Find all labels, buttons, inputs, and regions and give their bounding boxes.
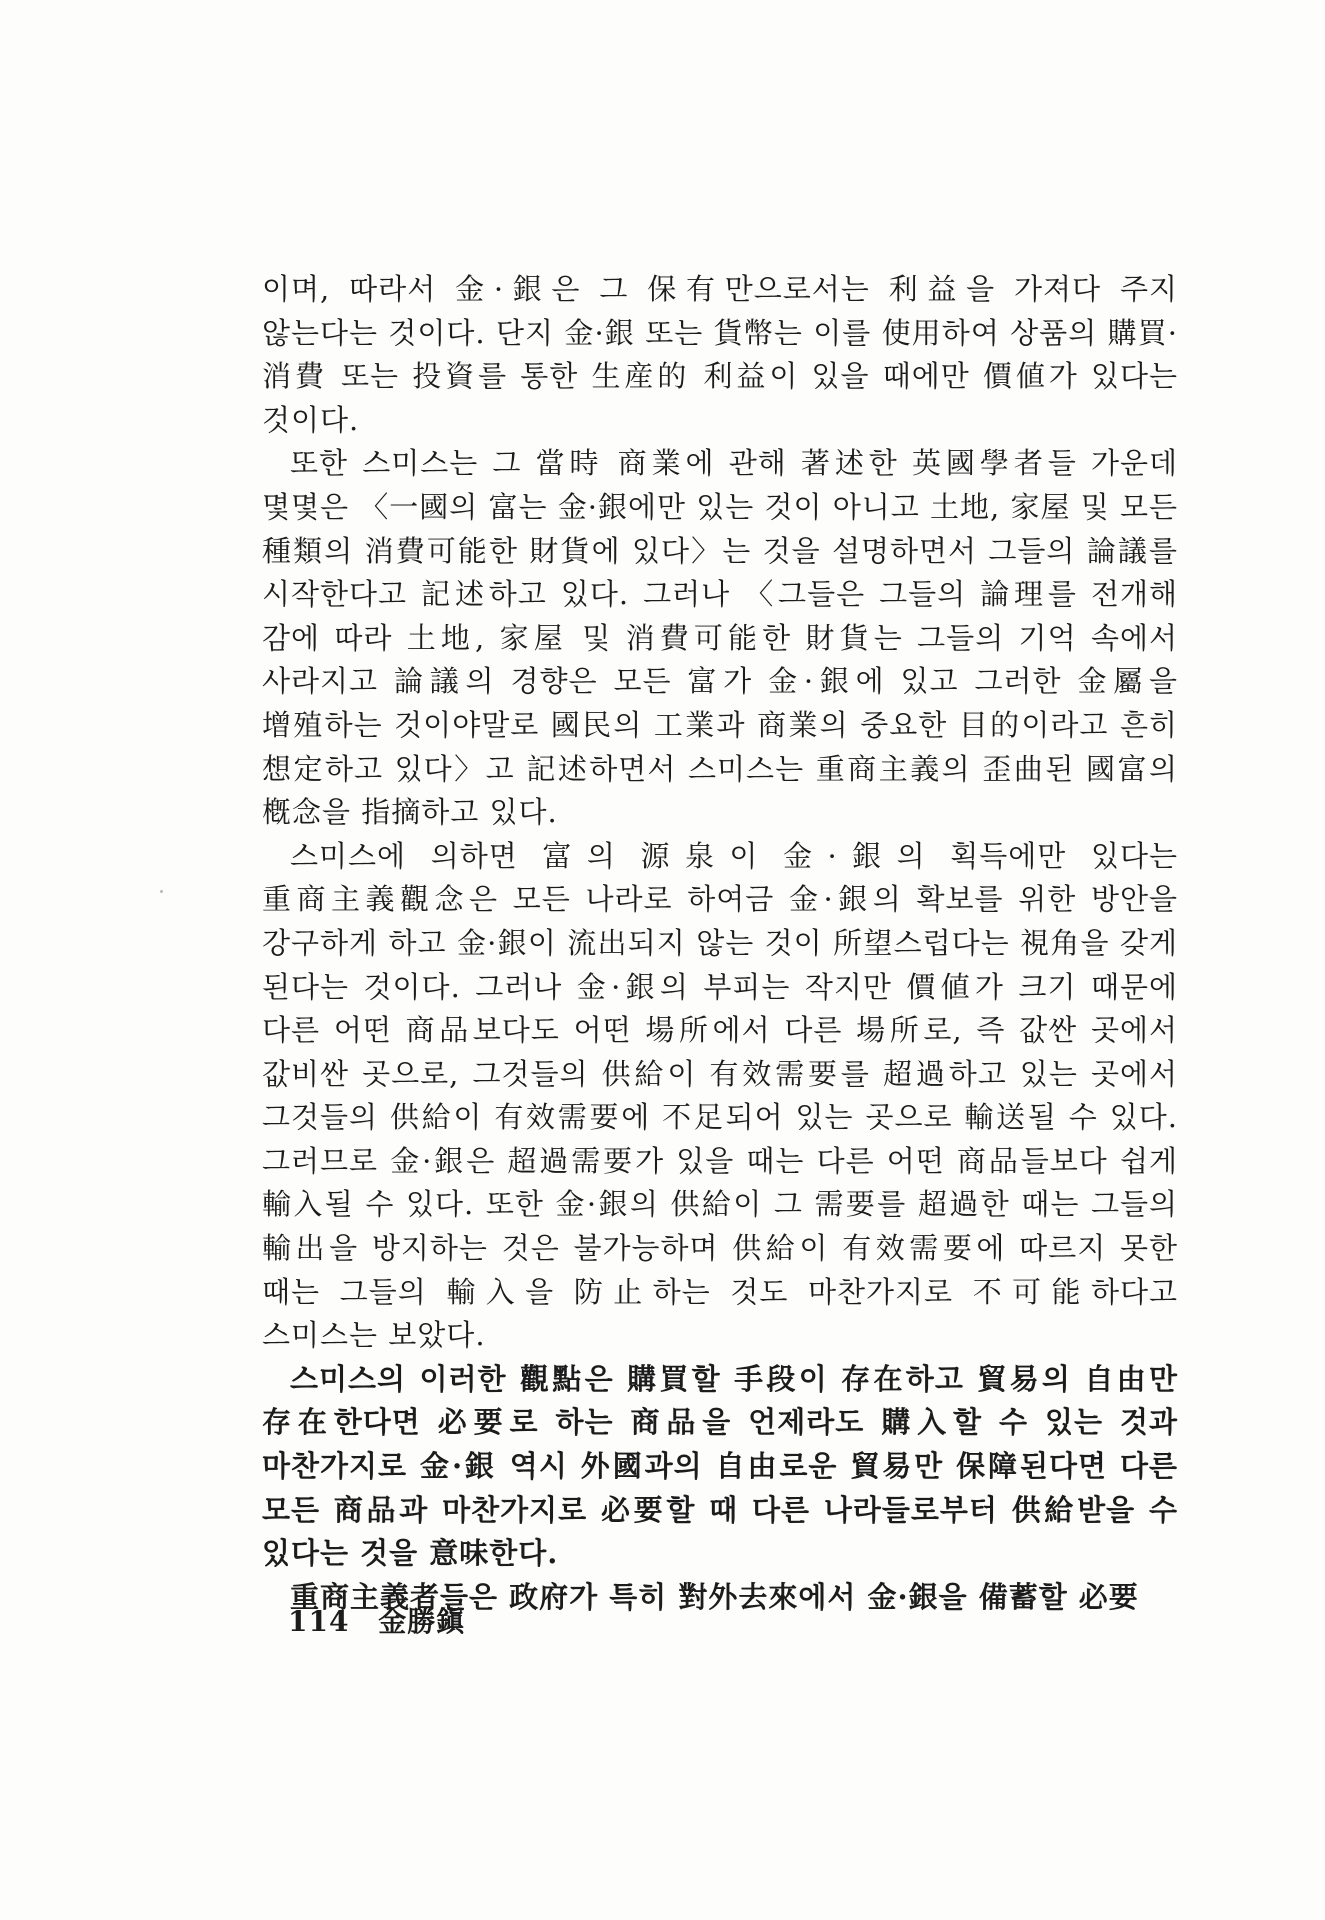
scan-speck	[160, 890, 163, 893]
paragraph: 스미스의 이러한 觀點은 購買할 手段이 存在하고 貿易의 自由만 存在한다면 必要로 하는 商品을 언제라도 購入할 수 있는 것과 마찬가지로 金·銀 역시 外國과의 自由로운 貿易만 保障된다면 다른 모든 商品과 마찬가지로 必要할 때 다른 나라들로부터 供給받을 수 있다는 것을 意味한다.	[262, 1361, 1178, 1571]
running-footer-author: 金勝鎭	[378, 1605, 466, 1638]
body-text	[262, 268, 1178, 1619]
paragraph: 또한 스미스는 그 當時 商業에 관해 著述한 英國學者들 가운데 몇몇은 〈一國의 富는 金·銀에만 있는 것이 아니고 土地, 家屋 및 모든 種類의 消費可能한 財貨에 있다〉는 것을 설명하면서 그들의 論議를 시작한다고 記述하고 있다. 그러나 〈그들은 그들의 論理를 전개해 감에 따라 土地, 家屋 및 消費可能한 財貨는 그들의 기억 속에서 사라지고 論議의 경향은 모든 富가 金·銀에 있고 그러한 金屬을 增殖하는 것이야말로 國民의 工業과 商業의 중요한 目的이라고 흔히 想定하고 있다〉고 記述하면서 스미스는 重商主義의 歪曲된 國富의 槪念을 指摘하고 있다.	[262, 446, 1178, 830]
paragraph: 스미스에 의하면 富의 源泉이 金·銀의 획득에만 있다는 重商主義觀念은 모든 나라로 하여금 金·銀의 확보를 위한 방안을 강구하게 하고 金·銀이 流出되지 않는 것이 所望스럽다는 視角을 갖게 된다는 것이다. 그러나 金·銀의 부피는 작지만 價値가 크기 때문에 다른 어떤 商品보다도 어떤 場所에서 다른 場所로, 즉 값싼 곳에서 값비싼 곳으로, 그것들의 供給이 有效需要를 超過하고 있는 곳에서 그것들의 供給이 有效需要에 不足되어 있는 곳으로 輸送될 수 있다. 그러므로 金·銀은 超過需要가 있을 때는 다른 어떤 商品들보다 쉽게 輸入될 수 있다. 또한 金·銀의 供給이 그 需要를 超過한 때는 그들의 輸出을 방지하는 것은 불가능하며 供給이 有效需要에 따르지 못한 때는 그들의 輸入을 防止하는 것도 마찬가지로 不可能하다고 스미스는 보았다.	[262, 838, 1178, 1353]
paragraph-continued: 이며, 따라서 金·銀은 그 保有만으로서는 利益을 가져다 주지 않는다는 것이다. 단지 金·銀 또는 貨幣는 이를 使用하여 상품의 購買·消費 또는 投資를 통한 生産的 利益이 있을 때에만 價値가 있다는 것이다.	[262, 272, 1178, 437]
paragraph: 重商主義者들은 政府가 특히 對外去來에서 金·銀을 備蓄할 必要	[290, 1579, 1139, 1614]
page-footer	[288, 1600, 465, 1640]
page-number: 114	[288, 1605, 350, 1638]
